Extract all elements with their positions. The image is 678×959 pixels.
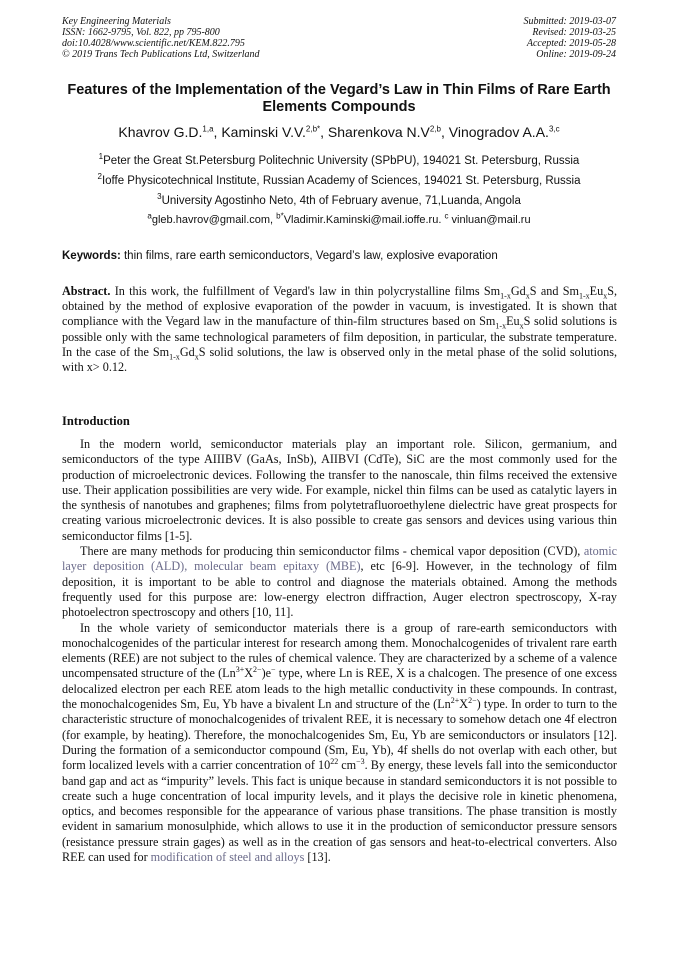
affiliation-list [62, 151, 616, 211]
affiliation-text: Peter the Great St.Petersburg Politechnic University (SPbPU), 194021 St. Petersburg, Russia [103, 155, 580, 167]
abstract-text: S, obtained by the method of explosive evaporation of the powder in vacuum, is investigated. It is shown that compliance with the Vegard law in the manufacture of thin-film structures based on Sm [62, 284, 618, 329]
paragraph-text: In the whole variety of semiconductor materials there is a group of rare-earth semiconductors with monochalcogenides of the particular interest for research among them. Monochalcogenides of trivalent rare earth elements (REE) are not subject to the rules of chemical valence. They are characterized by a scheme of a valence uncompensated structure of the (Ln [62, 620, 617, 681]
paragraph-text: type, where Ln is REE, X is a chalcogen. The presence of one excess delocalized electron per each REE atom leads to the high metallic conductivity in these compounds. In contrast, the monochalcogenides Sm, Eu, Yb have a bivalent Ln and structure of the (Ln [62, 666, 617, 712]
email-link[interactable]: Vladimir.Kaminski@mail.ioffe.ru. [283, 214, 445, 226]
paragraph-text: [13]. [304, 850, 331, 865]
subscript: x [603, 291, 608, 301]
author-list: Khavrov G.D.$^{1,a}$, Kaminski V.V.$^{2,b*}$, Sharenkova $N.V^{2,b}$, Vinogradov A.A.$^{3,c}$ [118, 124, 560, 140]
abstract [62, 284, 617, 375]
subscript: x [194, 352, 199, 362]
abstract-text: Gd [510, 284, 526, 298]
abstract-text: S solid solutions, the law is observed only in the metal phase of the solid solutions, with x> 0.12. [62, 344, 618, 375]
paragraph-text: cm [338, 758, 357, 773]
subscript: 1-x [500, 291, 511, 301]
author-affil-sup: 1,a [202, 124, 214, 134]
affiliation-sup: 3 [157, 192, 162, 202]
superscript: 22 [330, 757, 339, 767]
superscript: − [271, 665, 276, 675]
paragraph [62, 621, 617, 866]
abstract-text: S solid solutions is possible only with the same technological parameters of film deposition, in particular, the substrate temperature. In the case of the Sm [62, 314, 617, 359]
superscript: 2− [253, 665, 262, 675]
affiliation-sup: 1 [98, 152, 104, 162]
paragraph-text: X [244, 666, 254, 681]
author-name: Kaminski V.V. [221, 124, 306, 140]
subscript: 1-x [495, 321, 507, 331]
affiliation-sup: 2 [97, 172, 102, 182]
paragraph-text: X [459, 697, 469, 712]
subscript: x [525, 291, 530, 301]
author-affil-sup: 2,b [429, 124, 441, 134]
email-sup: a [147, 211, 152, 221]
paper-title: Features of the Implementation of the Vegard’s Law in Thin Films of Rare Earth Elements Compounds [67, 82, 611, 115]
paragraph-text: . By energy, these levels fall into the semiconductor band gap and act as “impurity” levels. This fact is unique because in standard semiconductors it is not possible to create such a huge concentration of local impurity levels, and it plays the decisive role in kinetic phenomena, optics, and becomes responsible for the appearance of various phase transitions. The phase transition is mostly evident in samarium monosulphide, which allows to use it in the production of semiconductor pressure sensors (resistance pressure strain gages) as well as in the creation of gas sensors and heat-to-electrical converters. Also REE can used for [62, 758, 617, 865]
affiliation-text: Ioffe Physicotechnical Institute, Russian Academy of Sciences, 194021 St. Petersburg, Russia [101, 175, 581, 187]
paragraph-text: , etc [6-9]. However, in the technology of film deposition, it is important to be able to control and diagnose the materials obtained. Among the methods frequently used for this purpose are: low-energy electron diffraction, Auger electron spectroscopy, X-ray photoelectron spectroscopy and others [10, 11]. [62, 559, 617, 620]
introduction-body [62, 437, 617, 865]
keywords [62, 249, 616, 263]
section-heading-introduction: Introduction [62, 414, 130, 428]
abstract-text: Eu [506, 314, 520, 329]
email-link[interactable]: vinluan@mail.ru [448, 214, 531, 226]
superscript: −3 [356, 757, 365, 767]
abstract-text: In this work, the fulfillment of Vegard's law in thin polycrystalline films Sm [110, 284, 501, 298]
affiliation [62, 171, 616, 191]
affiliation [62, 151, 616, 171]
affiliation [62, 191, 616, 211]
paragraph: In the modern world, semiconductor materials play an important role. Silicon, germanium, and semiconductors of the type AIIIBV (GaAs, InSb), AIIBVI (CdTe), SiC are the most commonly used for the production of microelectronic devices. Following the transfer to the nanoscale, thin films received the extensive use. Their application possibilities are very wide. For example, nickel thin films can be used as catalytic layers in the synthesis of nanotubes and graphenes; films from polytetrafluoroethylene dielectric have great prospects for creating various microelectronic devices. It is also possible to create gas sensors and devices using various thin semiconductor films [1-5]. [62, 437, 617, 543]
superscript: 3+ [235, 665, 245, 675]
doi: doi:10.4028/www.scientific.net/KEM.822.795 [62, 38, 245, 49]
paragraph [62, 544, 617, 620]
author-name: Vinogradov A.A. [448, 124, 549, 140]
email-link[interactable]: gleb.havrov@gmail.com, [151, 214, 277, 226]
email-sup: c [444, 211, 449, 221]
copyright: © 2019 Trans Tech Publications Ltd, Switzerland [62, 49, 260, 60]
journal-info [62, 16, 362, 60]
online-date: Online: 2019-09-24 [536, 49, 616, 60]
revised-date: Revised: 2019-03-25 [532, 27, 616, 38]
inline-link[interactable]: atomic layer deposition (ALD), molecular beam epitaxy (MBE) [62, 544, 617, 574]
affiliation-text: University Agostinho Neto, 4th of February avenue, 71,Luanda, Angola [161, 195, 521, 207]
superscript: 2+ [450, 695, 460, 705]
paragraph-text: )e [261, 666, 272, 681]
dates-info [416, 16, 616, 60]
abstract-text: S and Sm [529, 284, 579, 298]
author-affil-sup: 3,c [548, 124, 560, 134]
accepted-date: Accepted: 2019-05-28 [526, 38, 616, 49]
abstract-label: Abstract. [62, 284, 111, 298]
superscript: 2− [468, 695, 477, 705]
keywords-text: thin films, rare earth semiconductors, Vegard’s law, explosive evaporation [120, 250, 498, 262]
paragraph-text: There are many methods for producing thin semiconductor films - chemical vapor deposition (CVD), [80, 544, 584, 559]
submitted-date: Submitted: 2019-03-07 [523, 16, 616, 27]
email-sup: b* [276, 211, 284, 221]
subscript: 1-x [578, 291, 590, 301]
abstract-text: Eu [589, 284, 604, 298]
abstract-text: Gd [179, 344, 195, 359]
author-affil-sup: 2,b* [305, 124, 321, 134]
author-name: Khavrov G.D. [118, 124, 203, 140]
author-name: Sharenkova N.V [327, 124, 430, 140]
email-list [62, 213, 616, 227]
keywords-label: Keywords: [62, 250, 121, 262]
journal-name: Key Engineering Materials [62, 16, 171, 27]
inline-link[interactable]: modification of steel and alloys [150, 850, 305, 865]
issn: ISSN: 1662-9795, Vol. 822, pp 795-800 [62, 27, 220, 38]
paragraph-text: ) type. In order to turn to the characteristic structure of monochalcogenides of trivalent REE, it is necessary to somehow detach one 4f electron (for example, by heating). Therefore, the monochalcogenides Sm, Eu, Yb are semiconductors or insulators [12]. During the formation of a semiconductor compound (Sm, Eu, Yb), 4f shells do not overlap with each other, but form localized levels with a carrier concentration of 10 [62, 697, 617, 773]
subscript: x [519, 321, 524, 331]
subscript: 1-x [169, 352, 180, 362]
